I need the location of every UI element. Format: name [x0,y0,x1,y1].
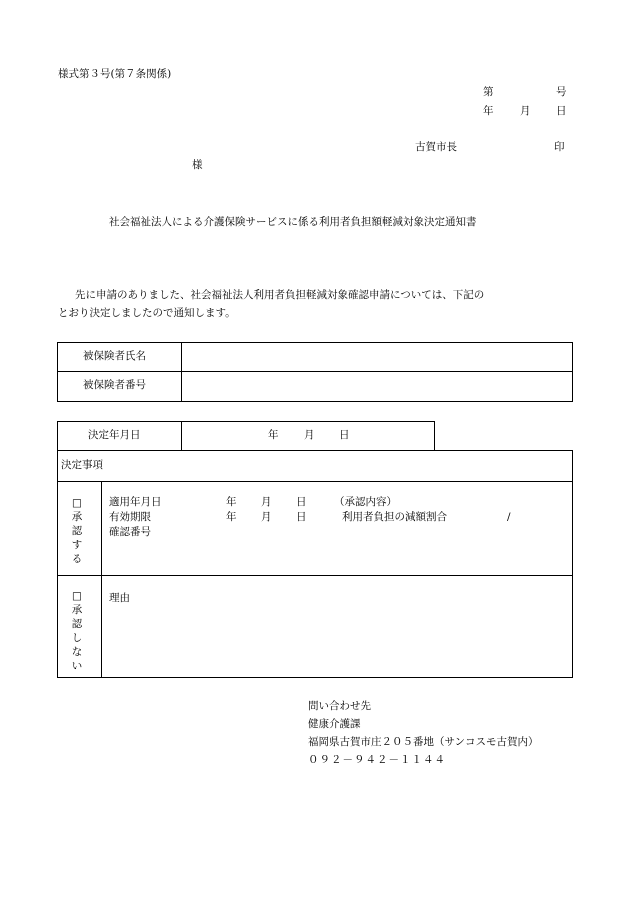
deny-checkbox-label[interactable] [70,589,84,673]
insured-name-field[interactable] [190,350,565,366]
insured-number-label: 被保険者番号 [83,379,146,391]
applicable-date-label: 適用年月日 [109,496,162,508]
valid-year: 年 [226,511,237,523]
approve-char: 認 [71,525,83,537]
approve-char: 承 [71,511,83,523]
deny-char: 認 [71,618,83,630]
insured-number-field[interactable] [190,379,565,395]
applicable-year: 年 [226,496,237,508]
approve-char: す [71,539,83,551]
deny-char: 承 [71,604,83,616]
insured-name-label: 被保険者氏名 [83,350,146,362]
issue-date-month: 月 [520,105,531,117]
document-number-suffix: 号 [556,86,567,98]
contact-phone: ０９２－９４２－１１４４ [308,754,446,766]
contact-heading: 問い合わせ先 [308,700,371,712]
issue-date-year: 年 [483,105,494,117]
deny-char: な [71,646,83,658]
confirmation-number-label: 確認番号 [109,526,151,538]
valid-month: 月 [261,511,272,523]
decision-matters-label: 決定事項 [61,459,103,471]
deny-char: い [71,660,83,672]
addressee-honorific: 様 [192,159,203,171]
reduction-ratio-label: 利用者負担の減額割合 [342,511,447,523]
document-number-prefix: 第 [483,86,494,98]
valid-day: 日 [296,511,307,523]
decision-date-label: 決定年月日 [88,429,141,441]
decision-date-month: 月 [304,429,315,441]
valid-until-label: 有効期限 [109,511,151,523]
body-line-2: とおり決定しましたので通知します。 [58,307,236,319]
contact-department: 健康介護課 [308,718,361,730]
seal-mark: 印 [554,141,565,153]
ratio-separator: / [507,511,511,523]
approve-char: る [71,553,83,565]
body-line-1: 先に申請のありました、社会福祉法人利用者負担軽減対象確認申請については、下記の [75,289,485,301]
form-number: 様式第３号(第７条関係) [58,68,172,80]
applicable-day: 日 [296,496,307,508]
decision-date-day: 日 [339,429,350,441]
contact-address: 福岡県古賀市庄２０５番地（サンコスモ古賀内） [308,736,539,748]
deny-char: し [71,632,83,644]
applicable-month: 月 [261,496,272,508]
issuer-name: 古賀市長 [415,141,457,153]
document-title: 社会福祉法人による介護保険サービスに係る利用者負担額軽減対象決定通知書 [109,216,477,228]
reason-label: 理由 [109,592,130,604]
deny-char: □ [72,590,82,602]
decision-date-year: 年 [268,429,279,441]
approve-checkbox-label[interactable] [70,496,84,566]
approve-char: □ [72,497,82,509]
issue-date-day: 日 [556,105,567,117]
approval-content-label: （承認内容） [334,496,397,508]
